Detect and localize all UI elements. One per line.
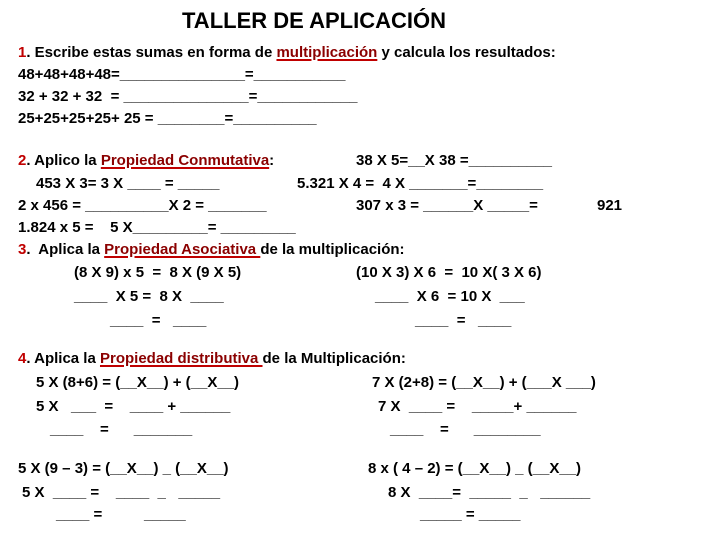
exercise-4-left-2: 5 X ___ = ____ + ______ [36,398,231,415]
exercise-3-left-3: ____ = ____ [110,312,207,329]
section-3-heading [18,241,405,259]
exercise-2-c: 5.321 X 4 = 4 X _______=________ [297,175,544,192]
exercise-4-right-3: ____ = ________ [390,421,541,438]
exercise-4-right-5: 8 X ____= _____ _ ______ [388,484,591,501]
section-1-number: 1 [18,44,27,61]
section-1-heading [18,44,556,62]
exercise-1-line-1: 48+48+48+48=_______________=___________ [18,66,346,83]
section-4-post: de la Multiplicación: [262,350,406,367]
section-3-number: 3 [18,241,27,258]
section-3-post: de la multiplicación: [260,241,405,258]
exercise-4-left-6: ____ = _____ [56,506,186,523]
section-2-post: : [269,152,275,169]
section-2-heading [18,152,274,170]
exercise-3-right-2: ____ X 6 = 10 X ___ [375,288,525,305]
exercise-4-left-3: ____ = _______ [50,421,193,438]
section-4-term: Propiedad distributiva [99,350,263,367]
section-4-pre: . Aplica la [26,350,100,367]
exercise-1-line-2: 32 + 32 + 32 = _______________=____________ [18,88,358,105]
section-4-heading [18,350,406,368]
exercise-1-line-3: 25+25+25+25+ 25 = ________=__________ [18,110,317,127]
exercise-4-left-5: 5 X ____ = ____ _ _____ [22,484,221,501]
section-4-number: 4 [18,350,27,367]
section-2-term: Propiedad Conmutativa [100,152,270,169]
exercise-3-right-1: (10 X 3) X 6 = 10 X( 3 X 6) [356,264,542,281]
exercise-4-right-4: 8 x ( 4 – 2) = (__X__) _ (__X__) [368,460,582,477]
section-1-post: y calcula los resultados: [377,44,556,61]
section-3-pre: . Aplica la [26,241,105,258]
exercise-2-e: 307 x 3 = ______X _____= [356,197,538,214]
exercise-2-b: 453 X 3= 3 X ____ = _____ [36,175,220,192]
exercise-3-left-1: (8 X 9) x 5 = 8 X (9 X 5) [74,264,242,281]
exercise-3-left-2: ____ X 5 = 8 X ____ [74,288,224,305]
section-1-term: multiplicación [276,44,378,61]
section-2-number: 2 [18,152,27,169]
page-title: TALLER DE APLICACIÓN [182,8,446,33]
exercise-4-right-1: 7 X (2+8) = (__X__) + (___X ___) [372,374,596,391]
section-1-pre: . Escribe estas sumas en forma de [26,44,277,61]
section-2-pre: . Aplico la [26,152,101,169]
section-3-term: Propiedad Asociativa [104,241,261,258]
exercise-2-g: 1.824 x 5 = 5 X_________= _________ [18,219,296,236]
exercise-3-right-3: ____ = ____ [415,312,512,329]
exercise-4-right-2: 7 X ____ = _____+ ______ [378,398,577,415]
exercise-4-right-6: _____ = _____ [420,506,521,523]
exercise-2-a: 38 X 5=__X 38 =__________ [356,152,553,169]
exercise-2-d: 2 x 456 = __________X 2 = _______ [18,197,267,214]
exercise-4-left-1: 5 X (8+6) = (__X__) + (__X__) [36,374,240,391]
exercise-4-left-4: 5 X (9 – 3) = (__X__) _ (__X__) [18,460,229,477]
exercise-2-f: 921 [597,197,623,214]
